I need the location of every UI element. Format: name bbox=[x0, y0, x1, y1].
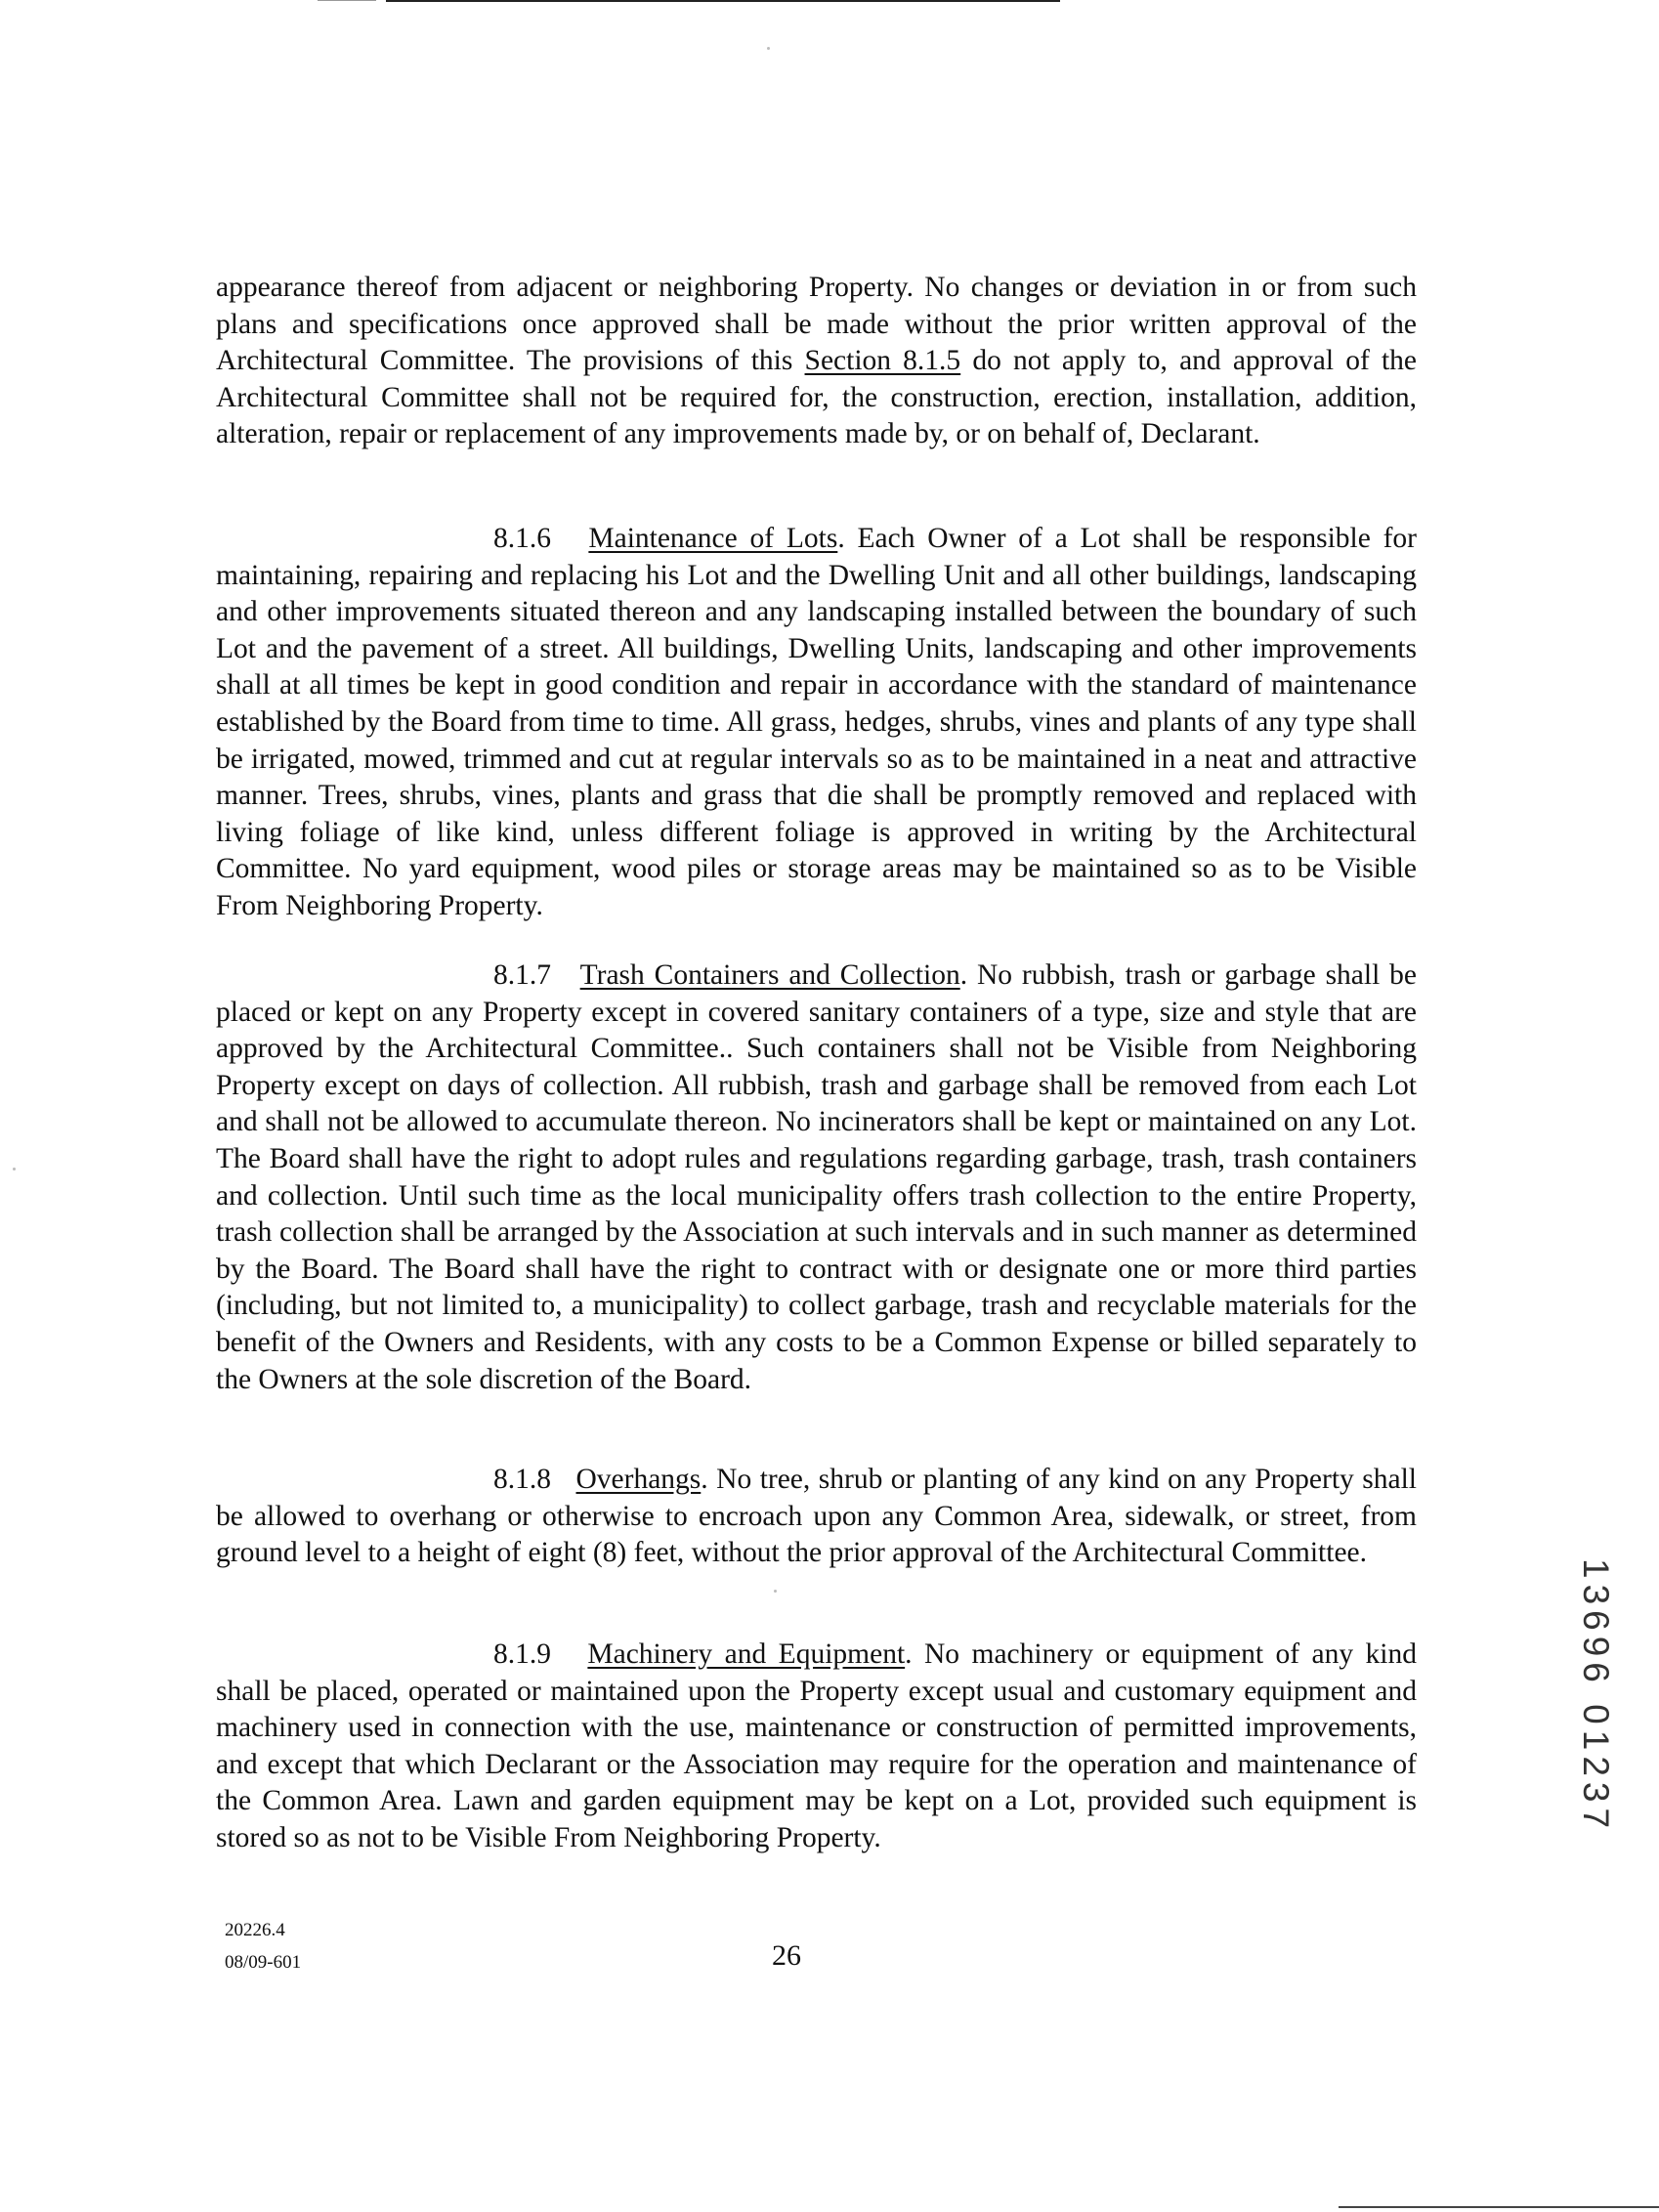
paragraph-8-1-5-continued bbox=[216, 270, 1417, 453]
section-number: 8.1.8 bbox=[493, 1464, 551, 1495]
section-heading: Overhangs bbox=[575, 1464, 702, 1495]
scan-speck bbox=[774, 1590, 777, 1593]
section-paragraph bbox=[216, 1637, 1417, 1857]
scan-speck bbox=[767, 47, 770, 50]
section-body: . Each Owner of a Lot shall be responsible for maintaining, repairing and replacing his Lot and the Dwelling Unit and all other buildings, landscaping and other improvements situated thereon and any landscaping installed between the boundary of such Lot and the pavement of a street. All buildings, Dwelling Units, landscaping and other improvements shall at all times be kept in good condition and repair in accordance with the standard of maintenance established by the Board from time to time. All grass, hedges, shrubs, vines and plants of any type shall be irrigated, mowed, trimmed and cut at regular intervals so as to be maintained in a neat and attractive manner. Trees, shrubs, vines, plants and grass that die shall be promptly removed and replaced with living foliage of like kind, unless different foliage is approved in writing by the Architectural Committee. No yard equipment, wood piles or storage areas may be maintained so as to be Visible From Neighboring Property. bbox=[216, 523, 1417, 921]
section-paragraph bbox=[216, 957, 1417, 1398]
section-heading: Machinery and Equipment bbox=[587, 1638, 906, 1670]
section-heading: Trash Containers and Collection bbox=[579, 959, 960, 991]
paragraph-text: appearance thereof from adjacent or neighboring Property. No changes or deviation in or from such plans and specifications once approved shall be made without the prior written approval of the Architectural Committee. The provisions of this bbox=[216, 272, 1417, 377]
top-edge-mark bbox=[318, 0, 376, 1]
section-8-1-9 bbox=[216, 1637, 1417, 1857]
bottom-edge-rule bbox=[1339, 2206, 1659, 2208]
section-body: . No machinery or equipment of any kind shall be placed, operated or maintained upon the Property except usual and customary equipment and machinery used in connection with the use, maintenance or construction of permitted improvements, and except that which Declarant or the Association may require for the operation and maintenance of the Common Area. Lawn and garden equipment may be kept on a Lot, provided such equipment is stored so as not to be Visible From Neighboring Property. bbox=[216, 1638, 1418, 1853]
section-8-1-6 bbox=[216, 521, 1417, 925]
section-body: . No tree, shrub or planting of any kind on any Property shall be allowed to overhang or otherwise to encroach upon any Common Area, sidewalk, or street, from ground level to a height of eight (8) feet, without the prior approval of the Architectural Committee. bbox=[216, 1464, 1418, 1569]
scan-speck bbox=[13, 1168, 16, 1170]
section-8-1-7 bbox=[216, 957, 1417, 1398]
section-heading: Maintenance of Lots bbox=[588, 523, 838, 554]
section-paragraph bbox=[216, 521, 1417, 925]
recording-stamp: 13696 01237 bbox=[1576, 1558, 1616, 1835]
footer-document-code: 20226.4 bbox=[225, 1920, 285, 1940]
page-number: 26 bbox=[772, 1939, 801, 1972]
section-body: . No rubbish, trash or garbage shall be placed or kept on any Property except in covered sanitary containers of a type, size and style that are approved by the Architectural Committee.. Such containers shall not be Visible from Neighboring Property except on days of collection. All rubbish, trash and garbage shall be removed from each Lot and shall not be allowed to accumulate thereon. No incinerators shall be kept or maintained on any Lot. The Board shall have the right to adopt rules and regulations regarding garbage, trash, trash containers and collection. Until such time as the local municipality offers trash collection to the entire Property, trash collection shall be arranged by the Association at such intervals and in such manner as determined by the Board. The Board shall have the right to contract with or designate one or more third parties (including, but not limited to, a municipality) to collect garbage, trash and recyclable materials for the benefit of the Owners and Residents, with any costs to be a Common Expense or billed separately to the Owners at the sole discretion of the Board. bbox=[216, 959, 1418, 1395]
section-number: 8.1.6 bbox=[493, 523, 551, 554]
section-reference: Section 8.1.5 bbox=[804, 345, 961, 377]
paragraph-text: do not apply to, and approval of the Architectural Committee shall not be required for, the construction, erection, installation, addition, alteration, repair or replacement of any improvements made by, or on behalf of, Declarant. bbox=[216, 345, 1417, 450]
paragraph-continuation bbox=[216, 270, 1417, 453]
section-number: 8.1.9 bbox=[493, 1638, 551, 1670]
top-edge-rule bbox=[386, 0, 1060, 2]
section-number: 8.1.7 bbox=[493, 959, 551, 991]
section-paragraph bbox=[216, 1462, 1417, 1572]
section-8-1-8 bbox=[216, 1462, 1417, 1572]
footer-document-date: 08/09-601 bbox=[225, 1952, 302, 1973]
